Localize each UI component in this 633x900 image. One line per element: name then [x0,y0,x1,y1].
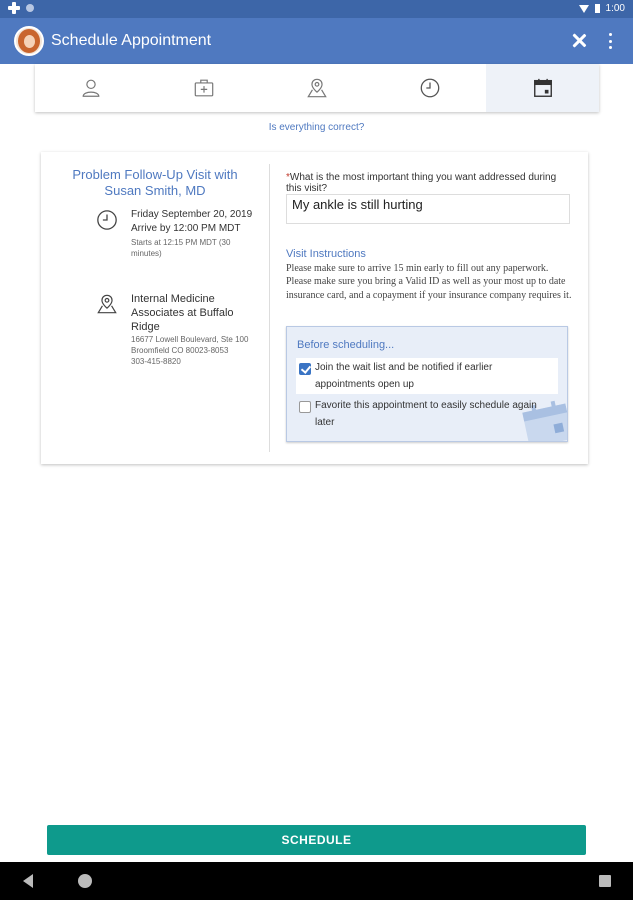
arrival-time: Arrive by 12:00 PM MDT [131,223,241,234]
address-line2: Broomfield CO 80023-8053 [131,346,229,355]
navigation-bar [0,862,633,900]
status-time: 1:00 [605,3,625,14]
appointment-location [131,292,256,367]
phone-number: 303-415-8820 [131,357,181,366]
waitlist-label: Join the wait list and be notified if earlier appointments open up [315,362,493,390]
clock-icon [96,209,118,231]
card-divider [269,164,270,452]
close-icon[interactable] [568,30,590,52]
map-pin-icon [306,77,328,99]
recent-apps-icon[interactable] [599,875,611,887]
waitlist-option[interactable] [296,358,558,394]
required-marker: * [286,172,290,183]
confirmation-prompt: Is everything correct? [268,122,365,133]
app-bar [0,18,633,64]
map-pin-icon [96,293,118,315]
schedule-button[interactable]: SCHEDULE [47,825,586,855]
person-icon [80,77,102,99]
favorite-label: Favorite this appointment to easily schedule again later [315,400,537,428]
reason-question-label [286,172,571,194]
page-title: Schedule Appointment [51,32,212,49]
status-bar [0,0,633,18]
tab-location[interactable] [261,64,374,112]
clock-icon [419,77,441,99]
tab-provider[interactable] [35,64,148,112]
reason-question-text: What is the most important thing you want addressed during this visit? [286,172,557,194]
calendar-icon [532,77,554,99]
visit-instructions-text: Please make sure to arrive 15 min early to fill out any paperwork. Please make sure you bring a Valid ID as well as your most up to date insurance card, and a copayment if your insurance company requires it. [286,263,572,301]
battery-icon [595,4,600,13]
before-scheduling-panel [286,326,568,442]
address-line1: 16677 Lowell Boulevard, Ste 100 [131,335,249,344]
medical-bag-icon [193,77,215,99]
tab-time[interactable] [373,64,486,112]
favorite-checkbox[interactable] [299,401,311,413]
location-name: Internal Medicine Associates at Buffalo Ridge [131,293,234,333]
wifi-icon [579,5,589,13]
appointment-date: Friday September 20, 2019 [131,209,253,220]
step-tabs [35,64,599,112]
waitlist-checkbox[interactable] [299,363,311,375]
reason-input[interactable] [286,194,570,224]
appointment-summary-card [41,152,588,464]
appointment-time [131,208,256,259]
health-app-icon [8,2,20,14]
back-icon[interactable] [23,874,33,888]
visit-title: Problem Follow-Up Visit with Susan Smith, MD [72,167,238,198]
visit-instructions-title: Visit Instructions [286,248,366,260]
before-scheduling-title: Before scheduling... [297,339,395,351]
avatar[interactable] [14,26,44,56]
favorite-option[interactable] [296,396,558,432]
notification-dot-icon [26,4,34,12]
tab-confirm[interactable] [486,64,599,112]
home-icon[interactable] [78,874,92,888]
start-time: Starts at 12:15 PM MDT (30 minutes) [131,238,231,258]
tab-reason[interactable] [148,64,261,112]
more-options-icon[interactable] [604,31,616,51]
